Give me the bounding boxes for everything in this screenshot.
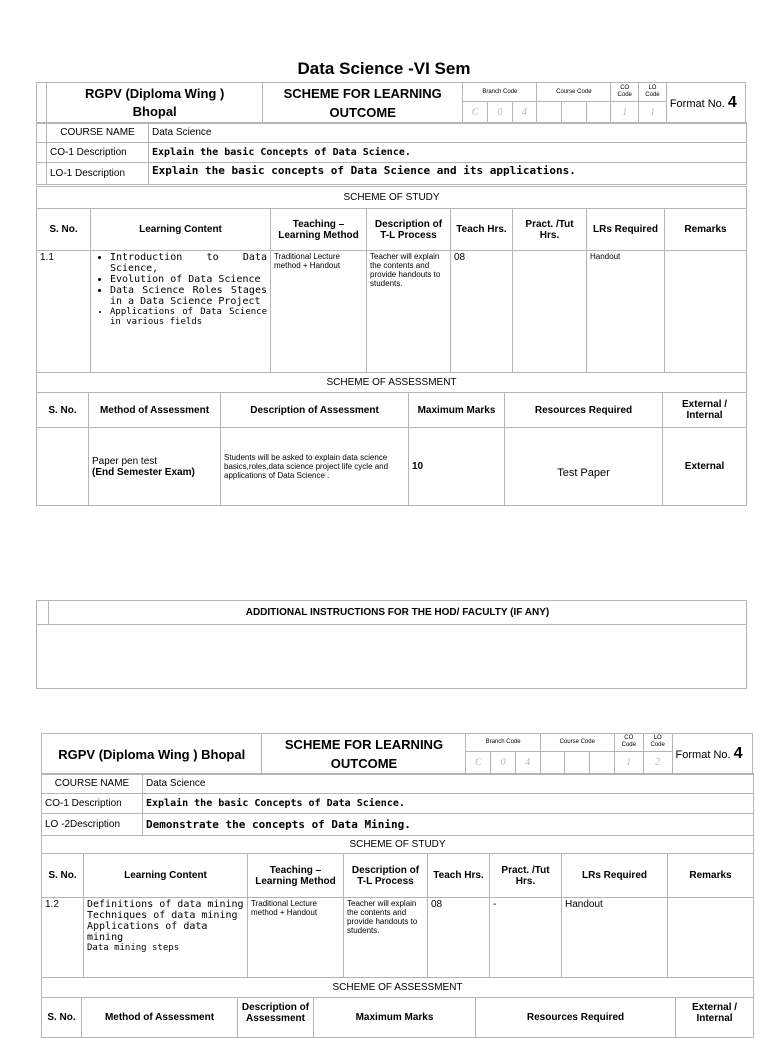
co-description-value: Explain the basic Concepts of Data Science. bbox=[149, 143, 747, 163]
scheme-title-line2: OUTCOME bbox=[329, 105, 396, 120]
col-method-of-assessment: Method of Assessment bbox=[89, 393, 221, 428]
col-resources-required: Resources Required bbox=[476, 998, 676, 1038]
code-cell bbox=[537, 101, 562, 123]
code-cell bbox=[590, 751, 615, 774]
format-label: Format No. bbox=[669, 98, 725, 110]
scheme-of-assessment-heading: SCHEME OF ASSESSMENT bbox=[42, 978, 754, 998]
table1-scheme-of-assessment bbox=[36, 372, 747, 506]
list-item: Data mining steps bbox=[87, 943, 180, 953]
assessment-description: Students will be asked to explain data science basics,roles,data science project life cycle and applications of Data Science . bbox=[221, 428, 409, 506]
col-tl-description: Description of T-L Process bbox=[367, 209, 451, 251]
branch-code-label: Branch Code bbox=[466, 734, 540, 752]
pract-hrs-value: - bbox=[490, 898, 562, 978]
code-cell: 1 bbox=[611, 101, 639, 123]
col-learning-content: Learning Content bbox=[84, 854, 248, 898]
code-cell: 1 bbox=[639, 101, 667, 123]
col-pract-hrs: Pract. /Tut Hrs. bbox=[490, 854, 562, 898]
col-remarks: Remarks bbox=[665, 209, 747, 251]
col-lrs-required: LRs Required bbox=[587, 209, 665, 251]
table1-scheme-of-study bbox=[36, 186, 747, 373]
code-cell bbox=[565, 751, 590, 774]
code-cell bbox=[586, 101, 611, 123]
code-cell bbox=[562, 101, 587, 123]
code-cell: 0 bbox=[488, 101, 513, 123]
lo-description-label: LO-1 Description bbox=[47, 163, 149, 185]
col-tl-description: Description of T-L Process bbox=[344, 854, 428, 898]
lo-description-value: Explain the basic concepts of Data Science and its applications. bbox=[149, 163, 747, 185]
additional-instructions-heading: ADDITIONAL INSTRUCTIONS FOR THE HOD/ FACULTY (IF ANY) bbox=[49, 601, 747, 625]
tl-description-value: Teacher will explain the contents and provide handouts to students. bbox=[344, 898, 428, 978]
col-pract-hrs: Pract. /Tut Hrs. bbox=[513, 209, 587, 251]
scheme-title-line1: SCHEME FOR LEARNING bbox=[283, 86, 442, 101]
assessment-marks: 10 bbox=[409, 428, 505, 506]
teaching-method-value: Traditional Lecture method + Handout bbox=[271, 251, 367, 373]
scheme-title-line2: OUTCOME bbox=[330, 756, 398, 771]
format-number: 4 bbox=[727, 94, 737, 111]
code-cell: C bbox=[463, 101, 488, 123]
code-cell: C bbox=[466, 751, 491, 774]
table1-course-info bbox=[36, 122, 747, 185]
course-name-label: COURSE NAME bbox=[47, 123, 149, 143]
code-cell: 4 bbox=[515, 751, 540, 774]
course-name-value: Data Science bbox=[143, 774, 754, 794]
list-item: Techniques of data mining bbox=[87, 910, 238, 921]
col-maximum-marks: Maximum Marks bbox=[409, 393, 505, 428]
code-cell: 4 bbox=[512, 101, 537, 123]
scheme-title-line1: SCHEME FOR LEARNING bbox=[284, 737, 444, 752]
code-cell: 0 bbox=[491, 751, 516, 774]
co-description-label: CO-1 Description bbox=[42, 794, 143, 814]
col-teaching-method: Teaching –Learning Method bbox=[271, 209, 367, 251]
col-sno: S. No. bbox=[42, 998, 82, 1038]
col-sno: S. No. bbox=[42, 854, 84, 898]
branch-code-label: Branch Code bbox=[463, 83, 537, 102]
teach-hrs-value: 08 bbox=[428, 898, 490, 978]
code-cell: 1 bbox=[614, 751, 643, 774]
col-external-internal: External / Internal bbox=[663, 393, 747, 428]
table2-scheme-of-study bbox=[41, 835, 754, 978]
org-name: RGPV (Diploma Wing ) Bhopal bbox=[42, 734, 262, 775]
additional-instructions-body[interactable] bbox=[37, 625, 747, 689]
page-title: Data Science -VI Sem bbox=[297, 59, 471, 78]
additional-instructions-box bbox=[36, 600, 747, 689]
lo-description-label: LO -2Description bbox=[42, 814, 143, 836]
lo-code-label: LO Code bbox=[643, 734, 672, 752]
list-item: Applications of data mining bbox=[87, 921, 208, 943]
lrs-value: Handout bbox=[587, 251, 665, 373]
col-external-line2: Internal bbox=[696, 1013, 733, 1024]
code-cell: 2 bbox=[643, 751, 672, 774]
col-external-line1: External / bbox=[692, 1002, 738, 1013]
col-method-of-assessment: Method of Assessment bbox=[82, 998, 238, 1038]
col-maximum-marks: Maximum Marks bbox=[314, 998, 476, 1038]
course-code-label: Course Code bbox=[540, 734, 614, 752]
pract-hrs-value bbox=[513, 251, 587, 373]
org-name-line1: RGPV (Diploma Wing ) bbox=[85, 86, 225, 101]
assessment-method-line1: Paper pen test bbox=[92, 455, 158, 467]
course-code-label: Course Code bbox=[537, 83, 611, 102]
co-description-value: Explain the basic Concepts of Data Science. bbox=[143, 794, 754, 814]
teach-hrs-value: 08 bbox=[451, 251, 513, 373]
lo-code-label: LO Code bbox=[639, 83, 667, 102]
remarks-value bbox=[665, 251, 747, 373]
col-sno: S. No. bbox=[37, 393, 89, 428]
col-lrs-required: LRs Required bbox=[562, 854, 668, 898]
col-sno: S. No. bbox=[37, 209, 91, 251]
scheme-of-assessment-heading: SCHEME OF ASSESSMENT bbox=[37, 373, 747, 393]
table1-header bbox=[36, 82, 746, 124]
col-description-line2: Assessment bbox=[246, 1013, 305, 1024]
list-item: • Evolution of Data Science bbox=[110, 274, 267, 285]
teaching-method-value: Traditional Lecture method + Handout bbox=[248, 898, 344, 978]
code-cell bbox=[540, 751, 565, 774]
list-item: Definitions of data mining bbox=[87, 899, 244, 910]
co-code-label: CO Code bbox=[614, 734, 643, 752]
row-sno: 1.2 bbox=[42, 898, 84, 978]
col-teaching-method: Teaching –Learning Method bbox=[248, 854, 344, 898]
learning-content-list bbox=[94, 252, 267, 327]
scheme-of-study-heading: SCHEME OF STUDY bbox=[37, 187, 747, 209]
row-sno: 1.1 bbox=[37, 251, 91, 373]
assessment-resources: Test Paper bbox=[505, 428, 663, 506]
tl-description-value: Teacher will explain the contents and provide handouts to students. bbox=[367, 251, 451, 373]
co-code-label: CO Code bbox=[611, 83, 639, 102]
assessment-sno bbox=[37, 428, 89, 506]
org-name-line2: Bhopal bbox=[132, 104, 177, 119]
course-name-value: Data Science bbox=[149, 123, 747, 143]
col-description-line1: Description of bbox=[241, 1002, 310, 1013]
col-remarks: Remarks bbox=[668, 854, 754, 898]
list-item: • Data Science Roles Stages in a Data Science Project bbox=[110, 285, 267, 307]
co-description-label: CO-1 Description bbox=[47, 143, 149, 163]
table2-course-info bbox=[41, 773, 754, 836]
col-teach-hrs: Teach Hrs. bbox=[428, 854, 490, 898]
remarks-value bbox=[668, 898, 754, 978]
list-item: • Introduction to Data Science, bbox=[110, 252, 267, 274]
format-label: Format No. bbox=[675, 749, 731, 761]
assessment-method-line2: (End Semester Exam) bbox=[92, 466, 195, 478]
scheme-of-study-heading: SCHEME OF STUDY bbox=[42, 836, 754, 854]
course-name-label: COURSE NAME bbox=[42, 774, 143, 794]
table2-header bbox=[41, 733, 753, 775]
format-number: 4 bbox=[733, 745, 743, 762]
lrs-value: Handout bbox=[562, 898, 668, 978]
col-description-of-assessment: Description of Assessment bbox=[221, 393, 409, 428]
col-learning-content: Learning Content bbox=[91, 209, 271, 251]
list-item: • Applications of Data Science in various fields bbox=[110, 307, 267, 327]
table2-scheme-of-assessment bbox=[41, 977, 754, 1038]
assessment-external: External bbox=[663, 428, 747, 506]
col-resources-required: Resources Required bbox=[505, 393, 663, 428]
col-teach-hrs: Teach Hrs. bbox=[451, 209, 513, 251]
lo-description-value: Demonstrate the concepts of Data Mining. bbox=[143, 814, 754, 836]
